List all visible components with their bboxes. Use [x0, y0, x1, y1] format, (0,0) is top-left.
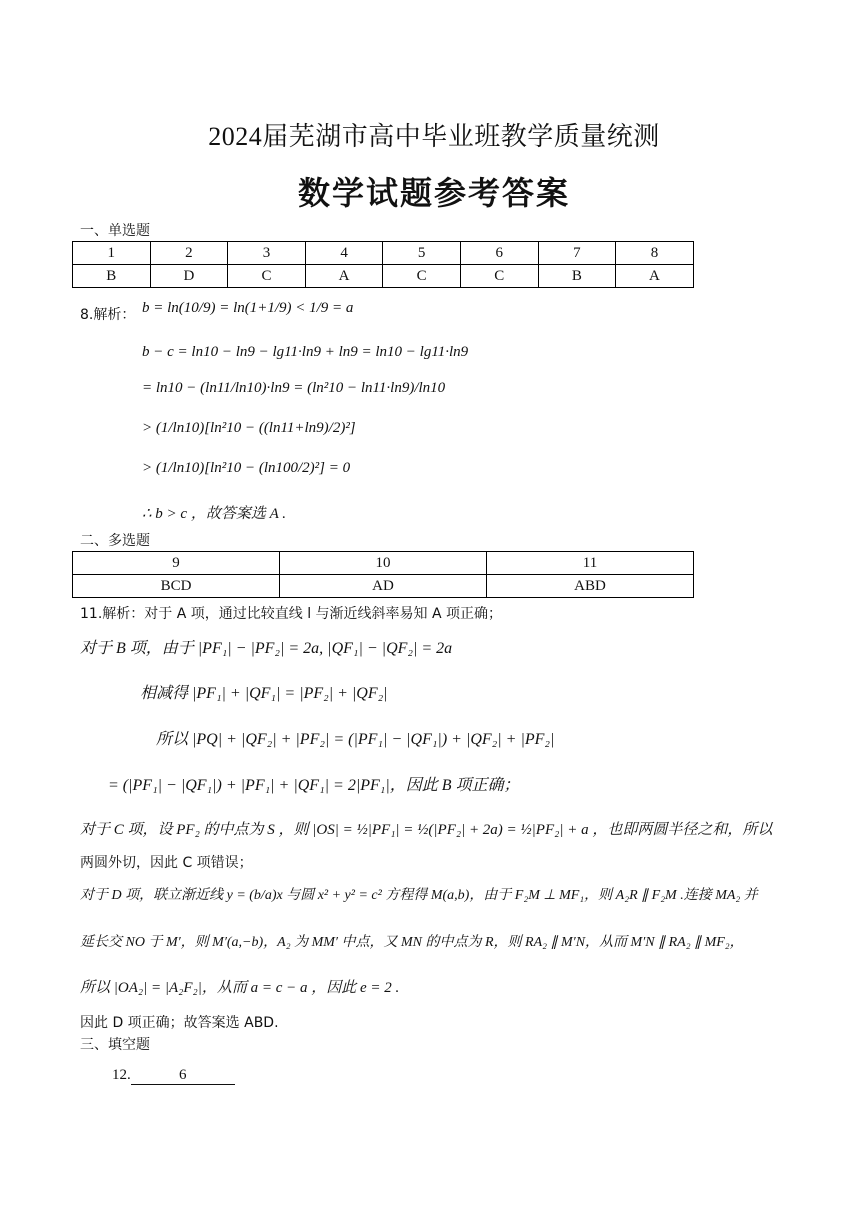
answer-cell: B	[73, 265, 151, 288]
single-choice-table	[72, 241, 694, 288]
q12-answer-line	[112, 1067, 235, 1085]
q11-c-line-1: 对于 C 项，设 PF₂ 的中点为 S ，则 |OS| = ½|PF₁| = ½(|PF₂| + 2a) = ½|PF₂| + a ，也即两圆半径之和，所以	[80, 822, 773, 838]
q11-b-line-2: 相减得 |PF₁| + |QF₁| = |PF₂| + |QF₂|	[140, 685, 388, 702]
q11-b-line-1: 对于 B 项，由于 |PF₁| − |PF₂| = 2a, |QF₁| − |QF₂| = 2a	[80, 640, 453, 657]
q8-label: 8.解析：	[80, 307, 136, 323]
q11-c-line-2: 两圆外切，因此 C 项错误；	[80, 855, 253, 871]
answer-cell: A	[305, 265, 383, 288]
section-heading-fill: 三、填空题	[80, 1037, 150, 1053]
answer-cell: D	[150, 265, 228, 288]
answer-cell: C	[228, 265, 306, 288]
q11-d-line-3: 所以 |OA₂| = |A₂F₂|，从而 a = c − a ，因此 e = 2 .	[80, 980, 400, 996]
q8-line-5: > (1/ln10)[ln²10 − (ln100/2)²] = 0	[142, 460, 351, 476]
question-number: 8	[616, 242, 694, 265]
q12-answer: 6	[131, 1067, 235, 1085]
table-row-numbers	[73, 242, 694, 265]
table-row-answers	[73, 265, 694, 288]
question-number: 9	[73, 552, 280, 575]
question-number: 2	[150, 242, 228, 265]
table-row-numbers	[73, 552, 694, 575]
answer-cell: B	[538, 265, 616, 288]
q8-line-4: > (1/ln10)[ln²10 − ((ln11+ln9)/2)²]	[142, 420, 356, 436]
question-number: 5	[383, 242, 461, 265]
q12-label: 12.	[112, 1067, 131, 1083]
answer-cell: AD	[280, 575, 487, 598]
question-number: 10	[280, 552, 487, 575]
question-number: 1	[73, 242, 151, 265]
q8-line-3: = ln10 − (ln11/ln10)·ln9 = (ln²10 − ln11·ln9)/ln10	[142, 380, 446, 396]
q11-d-line-4: 因此 D 项正确；故答案选 ABD.	[80, 1015, 279, 1031]
question-number: 4	[305, 242, 383, 265]
q8-conclusion: ∴ b > c ，故答案选 A .	[142, 506, 286, 522]
q11-d-line-2: 延长交 NO 于 M′，则 M′(a,−b)，A₂ 为 MM′ 中点，又 MN 的中点为 R，则 RA₂ ∥ M′N，从而 M′N ∥ RA₂ ∥ MF₂，	[80, 935, 744, 950]
answer-cell: ABD	[487, 575, 694, 598]
question-number: 11	[487, 552, 694, 575]
q11-b-line-3: 所以 |PQ| + |QF₂| + |PF₂| = (|PF₁| − |QF₁|) + |QF₂| + |PF₂|	[156, 731, 555, 748]
q8-line-2: b − c = ln10 − ln9 − lg11·ln9 + ln9 = ln10 − lg11·ln9	[142, 344, 469, 360]
answer-key-title: 数学试题参考答案	[297, 174, 570, 212]
section-heading-multi: 二、多选题	[80, 533, 150, 549]
question-number: 7	[538, 242, 616, 265]
answer-cell: A	[616, 265, 694, 288]
q11-d-line-1: 对于 D 项，联立渐近线 y = (b/a)x 与圆 x² + y² = c² 方程得 M(a,b)，由于 F₂M ⊥ MF₁，则 A₂R ∥ F₂M .连接 MA₂ 并	[80, 888, 758, 903]
exam-title: 2024届芜湖市高中毕业班教学质量统测	[208, 122, 660, 151]
multi-choice-table	[72, 551, 694, 598]
q11-intro: 11.解析：对于 A 项，通过比较直线 l 与渐近线斜率易知 A 项正确；	[80, 606, 503, 622]
q11-b-line-4: = (|PF₁| − |QF₁|) + |PF₁| + |QF₁| = 2|PF₁|，因此 B 项正确；	[108, 777, 520, 794]
section-heading-single: 一、单选题	[80, 223, 150, 239]
question-number: 3	[228, 242, 306, 265]
q8-line-1: b = ln(10/9) = ln(1+1/9) < 1/9 = a	[142, 300, 354, 316]
answer-cell: BCD	[73, 575, 280, 598]
answer-cell: C	[383, 265, 461, 288]
question-number: 6	[460, 242, 538, 265]
answer-cell: C	[460, 265, 538, 288]
table-row-answers	[73, 575, 694, 598]
